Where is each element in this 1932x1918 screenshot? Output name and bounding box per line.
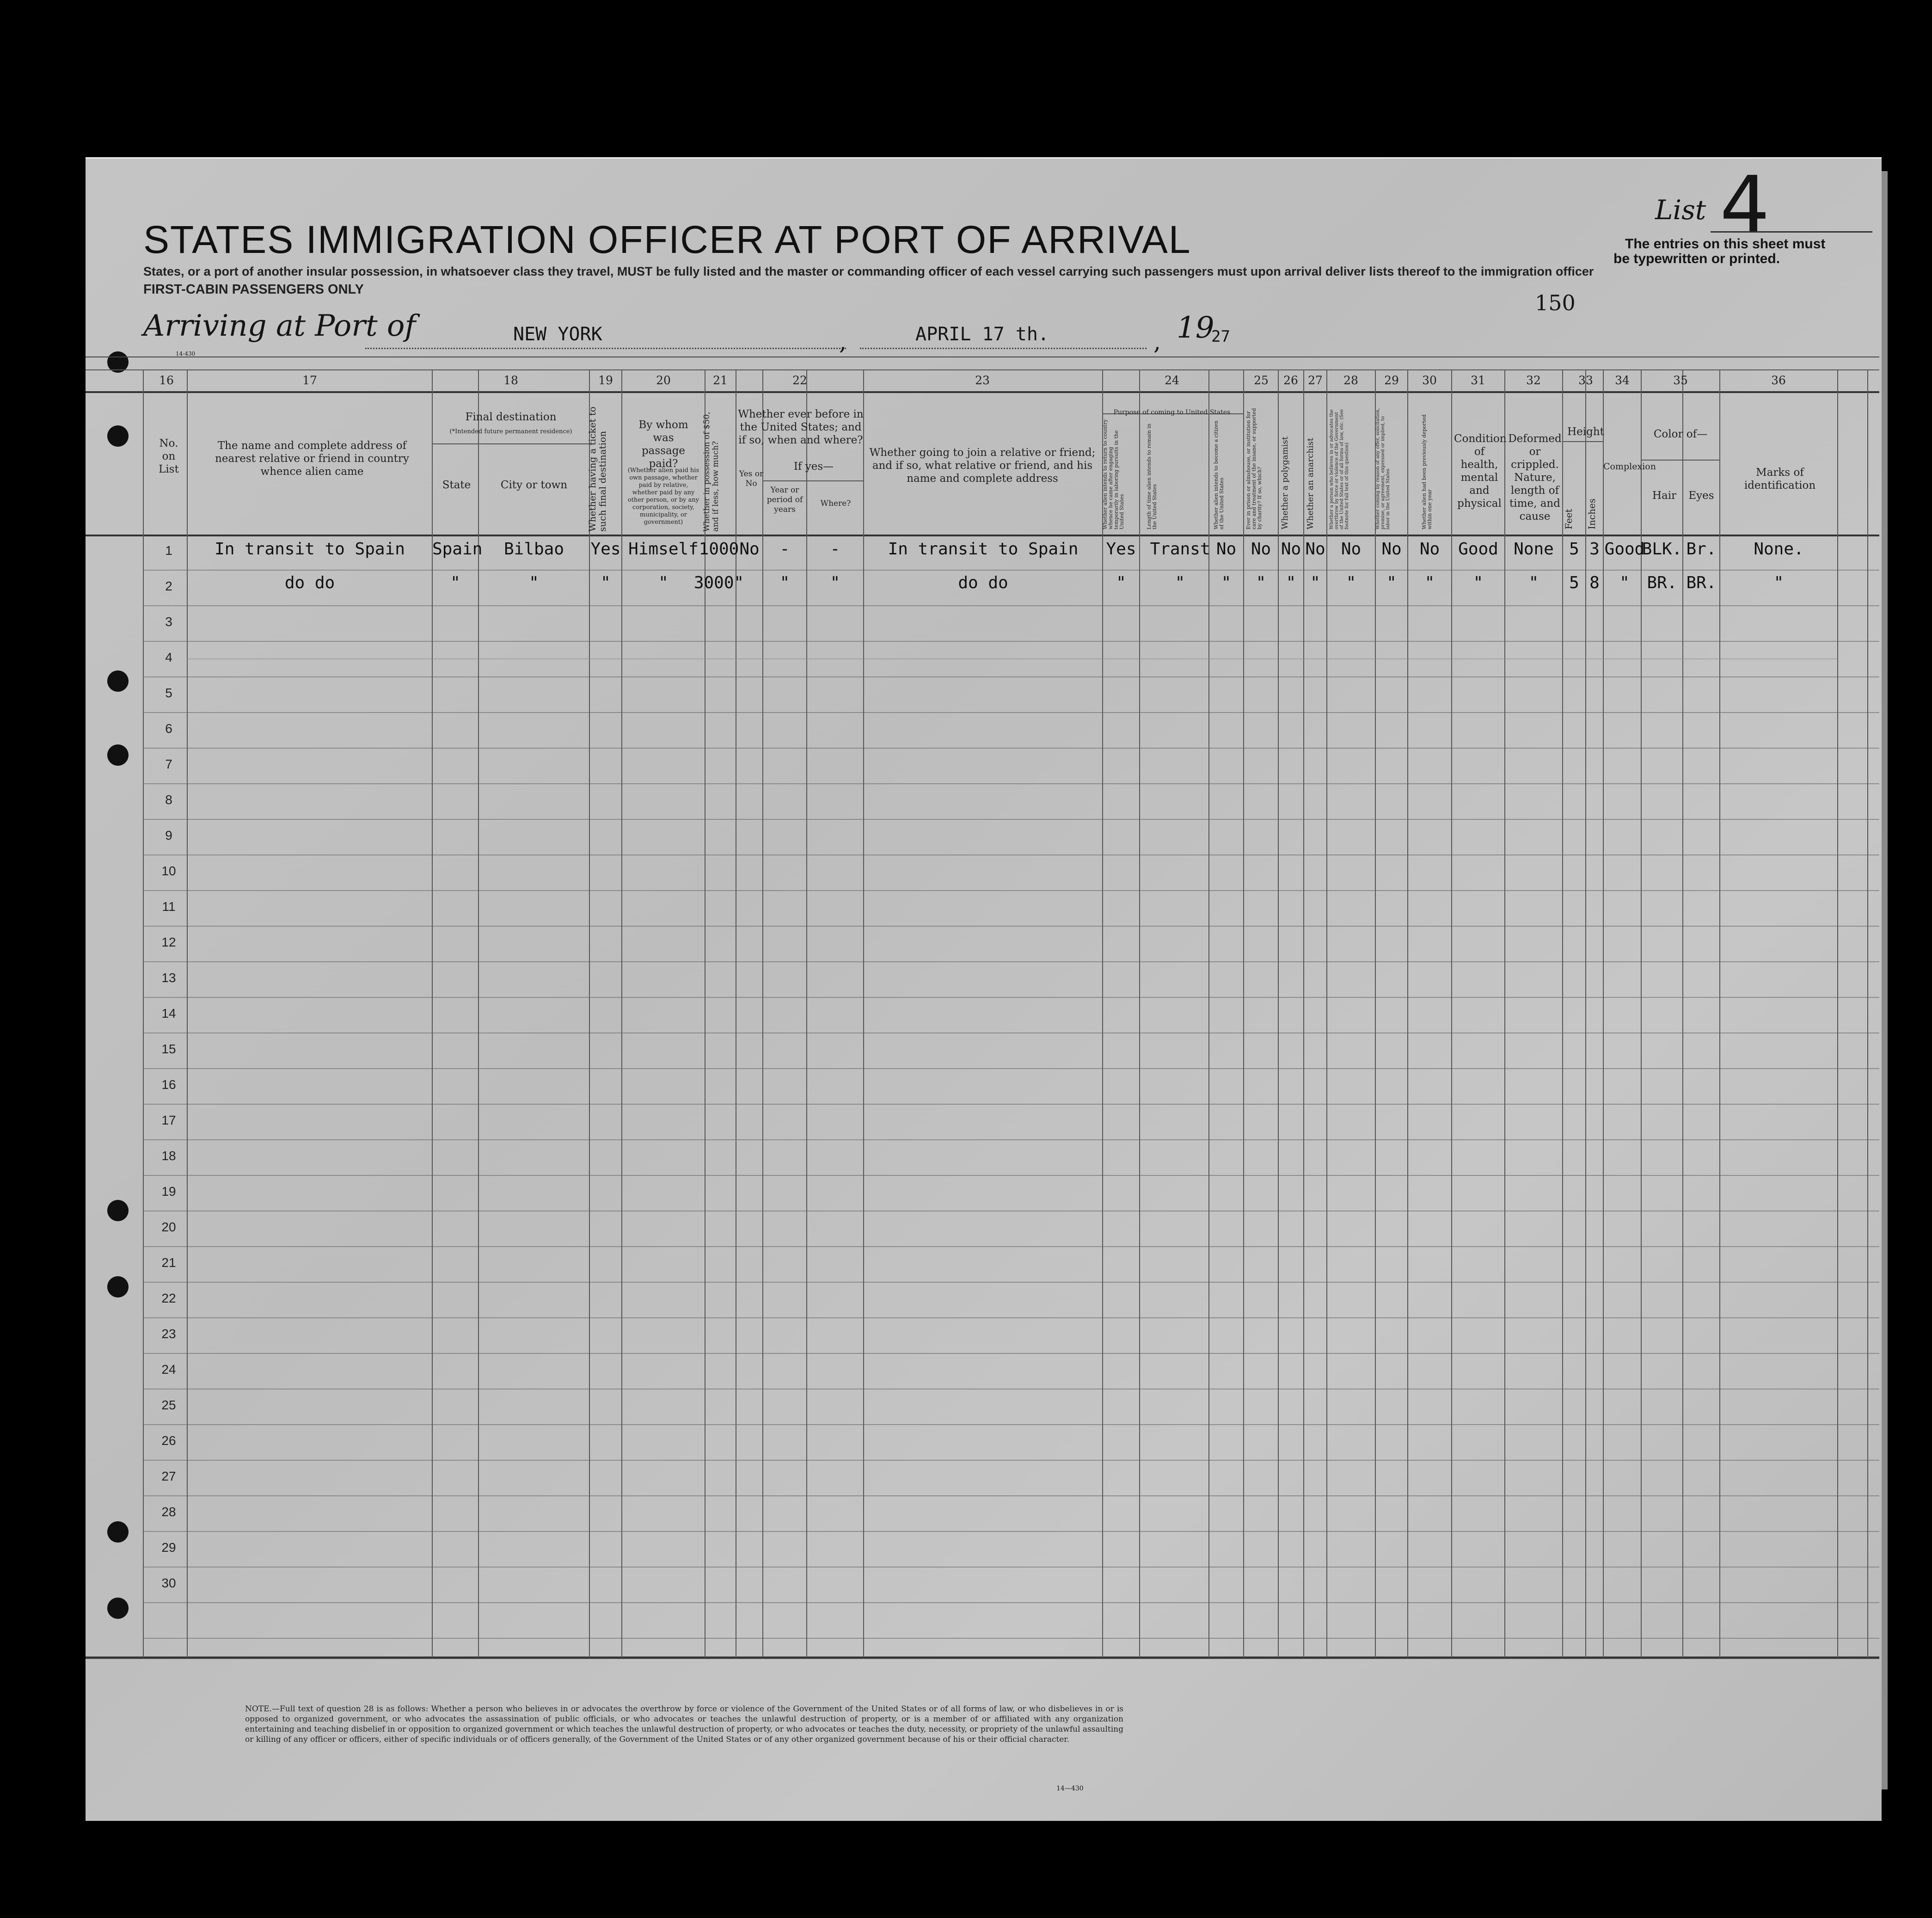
row-number: 24 <box>161 1362 176 1377</box>
row-number: 18 <box>161 1149 176 1163</box>
column-number: 27 <box>1308 374 1323 387</box>
hdr-polygamist: Whether a polygamist <box>1280 436 1290 529</box>
hdr-color: Color of— <box>1653 428 1708 440</box>
row-number: 7 <box>165 757 172 771</box>
cell-return-temp: " <box>1116 573 1126 592</box>
row-number: 13 <box>161 971 176 985</box>
cell-deported: No <box>1419 540 1440 559</box>
page-number: 150 <box>1535 290 1576 315</box>
row-number: 3 <box>165 615 172 629</box>
cell-inches: 3 <box>1589 540 1600 559</box>
hdr-joining-relative: Whether going to join a relative or friend; and if so, what relative or friend, and his name and complete address <box>869 447 1096 485</box>
column-number: 36 <box>1771 374 1786 387</box>
row-number: 1 <box>165 543 172 558</box>
cell-prison: " <box>1256 573 1266 592</box>
cell-city: Bilbao <box>503 540 564 559</box>
cell-health: " <box>1473 573 1484 592</box>
question-28-note: NOTE.—Full text of question 28 is as follows: Whether a person who believes in or advocates the overthrow by force or violence of the Government of the United States or of all forms of law, or who disbelieves in or is opposed to organized government, or who advocates the assassination of public officials, or who advocates or teaches the unlawful destruction of property, or is a member of or affiliated with any organization entertaining and teaching disbelief in or opposition to organized government or which teaches the unlawful destruction of property, or who advocates or teaches the duty, necessity, or propriety of the unlawful assaulting or killing of any officer or officers, either of specific individuals or of officers generally, of the Government of the United States or of any other organized government because of his or their official character. <box>245 1704 1123 1744</box>
hdr-labor-offer: Whether coming by reason of any offer, solicitation, promise, or agreement, expressed or implied, to labor in the United States <box>1375 408 1391 529</box>
cell-deported: " <box>1424 573 1435 592</box>
cell-citizen: " <box>1221 573 1232 592</box>
cell-feet: 5 <box>1569 573 1579 592</box>
row-number: 16 <box>161 1077 176 1092</box>
row-number: 22 <box>161 1291 176 1305</box>
column-number: 18 <box>503 374 518 387</box>
cell-ticket: " <box>601 573 611 592</box>
hdr-purpose: Purpose of coming to United States <box>1113 409 1231 416</box>
port-value: NEW YORK <box>513 324 602 345</box>
column-number: 33 <box>1578 374 1593 387</box>
hdr-return-temp: Whether alien intends to return to country whence he came after engaging temporarily in laboring pursuits in the United States <box>1102 419 1125 529</box>
cell-before-yn: No <box>739 540 760 559</box>
cell-q28: " <box>1346 573 1356 592</box>
comma: , <box>839 328 846 355</box>
row-number: 19 <box>161 1184 176 1199</box>
list-number: 4 <box>1720 160 1770 251</box>
row-number: 28 <box>161 1505 176 1519</box>
column-number: 28 <box>1343 374 1358 387</box>
row-number: 21 <box>161 1255 176 1270</box>
cell-before-where: - <box>830 540 840 559</box>
form-subtitle: States, or a port of another insular possession, in whatsoever class they travel, MUST be fully listed and the master or commanding officer of each vessel carrying such passengers must upon arrival deliver lists thereof to the immigration officer <box>143 264 1594 278</box>
arriving-label: Arriving at Port of <box>143 309 416 343</box>
entries-note-2: be typewritten or printed. <box>1613 251 1780 266</box>
cell-length-stay: Transt <box>1150 540 1210 559</box>
cell-paid-by: Himself <box>628 540 699 559</box>
hdr-nearest-relative: The name and complete address of nearest relative or friend in country whence alien came <box>215 440 409 478</box>
column-number: 32 <box>1526 374 1541 387</box>
cell-before-where: " <box>830 573 840 592</box>
cell-eyes: BR. <box>1686 573 1717 592</box>
hdr-no-on-list: No. on List <box>159 437 179 475</box>
row-number: 14 <box>161 1006 176 1020</box>
hdr-money: Whether in possession of $50, and if less, how much? <box>702 412 720 532</box>
column-number: 17 <box>302 374 317 387</box>
cell-anarchist: No <box>1305 540 1325 559</box>
hdr-q28: Whether a person who believes in or advocates the overthrow by force or violence of the Government of the United States or of all forms of law, etc. (See footnote for full text of this question) <box>1329 409 1349 529</box>
column-number: 31 <box>1471 374 1485 387</box>
cell-return-temp: Yes <box>1106 540 1136 559</box>
hdr-feet: Feet <box>1563 509 1574 529</box>
cell-money: 3000" <box>693 573 744 592</box>
column-number: 34 <box>1615 374 1630 387</box>
cell-state: Spain <box>432 540 483 559</box>
cell-state: " <box>450 573 460 592</box>
hdr-before-year: Year or period of years <box>767 486 803 514</box>
cell-paid-by: " <box>658 573 669 592</box>
hdr-eyes: Eyes <box>1688 490 1714 502</box>
cell-hair: BLK. <box>1642 540 1682 559</box>
cell-complexion: " <box>1619 573 1630 592</box>
form-number-top: 14-430 <box>176 350 196 357</box>
hdr-anarchist: Whether an anarchist <box>1306 437 1315 529</box>
cell-labor-offer: No <box>1381 540 1402 559</box>
hdr-city: City or town <box>500 479 568 491</box>
cell-deformed: None <box>1514 540 1554 559</box>
hdr-inches: Inches <box>1586 498 1597 529</box>
class-line: FIRST-CABIN PASSENGERS ONLY <box>143 282 364 297</box>
year-suffix: 27 <box>1211 327 1230 346</box>
cell-hair: BR. <box>1647 573 1677 592</box>
hdr-hair: Hair <box>1652 490 1677 502</box>
cell-feet: 5 <box>1569 540 1579 559</box>
cell-relative: In transit to Spain <box>215 540 405 559</box>
hdr-final-destination-note: (*Intended future permanent residence) <box>449 428 572 435</box>
hdr-before-where: Where? <box>820 499 851 508</box>
cell-prison: No <box>1251 540 1271 559</box>
cell-marks: None. <box>1754 540 1804 559</box>
column-number: 24 <box>1165 374 1179 387</box>
column-number: 22 <box>792 374 807 387</box>
cell-polygamist: " <box>1286 573 1296 592</box>
cell-anarchist: " <box>1310 573 1320 592</box>
entries-note-1: The entries on this sheet must <box>1625 236 1826 252</box>
cell-inches: 8 <box>1589 573 1600 592</box>
cell-joining: do do <box>958 573 1008 592</box>
form-number-bottom: 14—430 <box>1056 1785 1084 1792</box>
row-number: 30 <box>161 1576 176 1590</box>
hdr-prison: Ever in prison or almshouse, or institution for care and treatment of the insane, or supported by charity? If so, which? <box>1245 408 1263 529</box>
hdr-passage-paid-note: (Whether alien paid his own passage, whether paid by relative, whether paid by any other person, or by any corporation, society, municipality, or government) <box>627 467 699 526</box>
cell-polygamist: No <box>1281 540 1301 559</box>
cell-length-stay: " <box>1175 573 1185 592</box>
column-number: 26 <box>1283 374 1298 387</box>
form-title: STATES IMMIGRATION OFFICER AT PORT OF ARRIVAL <box>143 218 1191 261</box>
row-number: 17 <box>161 1113 176 1127</box>
cell-before-year: " <box>779 573 790 592</box>
hdr-before-yes-no: Yes or No <box>739 469 764 488</box>
row-number: 6 <box>165 721 172 736</box>
cell-complexion: Good <box>1604 540 1645 559</box>
cell-health: Good <box>1458 540 1498 559</box>
row-number: 23 <box>161 1327 176 1341</box>
row-number: 2 <box>165 579 172 593</box>
cell-money: 1000 <box>699 540 739 559</box>
cell-eyes: Br. <box>1686 540 1717 559</box>
cell-citizen: No <box>1216 540 1237 559</box>
hdr-before-if-yes: If yes— <box>793 461 834 473</box>
hdr-deported: Whether alien had been previously deported within one year <box>1421 414 1433 529</box>
cell-labor-offer: " <box>1386 573 1397 592</box>
row-number: 8 <box>165 793 172 807</box>
hdr-state: State <box>442 479 471 491</box>
row-number: 5 <box>165 686 172 700</box>
row-number: 10 <box>161 864 176 878</box>
row-number: 11 <box>162 899 176 914</box>
date-value: APRIL 17 th. <box>915 324 1049 345</box>
column-number: 35 <box>1673 374 1688 387</box>
column-number: 29 <box>1384 374 1399 387</box>
column-number: 20 <box>656 374 671 387</box>
hdr-final-destination: Final destination <box>465 411 557 423</box>
hdr-complexion: Complexion <box>1603 461 1656 472</box>
year-prefix: 19 <box>1177 311 1214 345</box>
cell-ticket: Yes <box>590 540 621 559</box>
cell-before-year: - <box>779 540 790 559</box>
hdr-passage-paid: By whom was passage paid? <box>638 419 688 470</box>
cell-joining: In transit to Spain <box>888 540 1079 559</box>
hdr-marks: Marks of identification <box>1744 467 1816 492</box>
column-number: 23 <box>975 374 990 387</box>
row-number: 15 <box>161 1042 176 1056</box>
hdr-deformed: Deformed or crippled. Nature, length of time, and cause <box>1508 433 1562 523</box>
list-label: List <box>1655 194 1706 226</box>
column-number: 25 <box>1254 374 1269 387</box>
cell-relative: do do <box>284 573 335 592</box>
row-number: 25 <box>161 1398 176 1412</box>
row-number: 20 <box>161 1220 176 1234</box>
cell-marks: " <box>1773 573 1784 592</box>
row-number: 27 <box>161 1469 176 1483</box>
cell-deformed: " <box>1528 573 1539 592</box>
row-number: 12 <box>161 935 176 949</box>
row-number: 29 <box>161 1540 176 1555</box>
cell-q28: No <box>1341 540 1362 559</box>
hdr-before-in-us: Whether ever before in the United States; and if so, when and where? <box>738 408 864 446</box>
column-number: 16 <box>159 374 174 387</box>
column-number: 21 <box>713 374 728 387</box>
hdr-length-stay: Length of time alien intends to remain in the United States <box>1146 424 1158 529</box>
cell-city: " <box>529 573 539 592</box>
column-number: 19 <box>598 374 613 387</box>
comma: , <box>1153 328 1161 355</box>
row-number: 26 <box>161 1433 176 1448</box>
hdr-height: Height <box>1567 426 1604 438</box>
row-number: 4 <box>165 650 172 664</box>
row-number: 9 <box>165 828 172 842</box>
hdr-health: Condition of health, mental and physical <box>1454 433 1507 510</box>
hdr-ticket: Whether having a ticket to such final destination <box>587 406 608 532</box>
hdr-citizen: Whether alien intends to become a citizen of the United States <box>1213 420 1225 529</box>
column-number: 30 <box>1422 374 1437 387</box>
